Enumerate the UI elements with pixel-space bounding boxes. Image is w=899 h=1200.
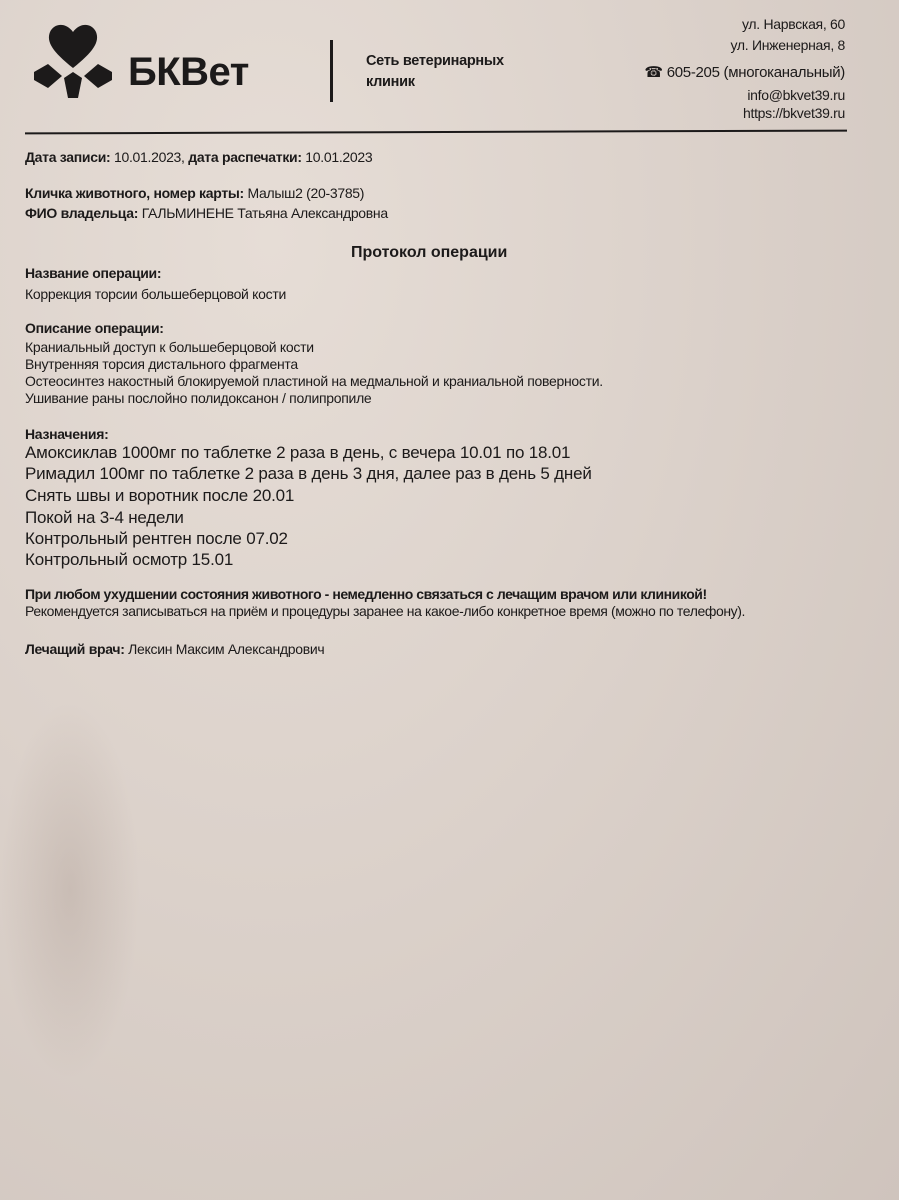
record-dates xyxy=(25,149,372,165)
paper-stain xyxy=(0,700,140,1080)
phone-icon: ☎ xyxy=(644,64,663,81)
print-date-label: дата распечатки: xyxy=(188,149,302,165)
address-1: ул. Нарвская, 60 xyxy=(742,16,845,32)
address-2: ул. Инженерная, 8 xyxy=(730,37,845,53)
phone-note: (многоканальный) xyxy=(723,64,845,81)
owner-value: ГАЛЬМИНЕНЕ Татьяна Александровна xyxy=(141,205,388,221)
doctor-label: Лечащий врач: xyxy=(25,641,125,657)
date-label: Дата записи: xyxy=(25,149,111,165)
description-line: Внутренняя торсия дистального фрагмента xyxy=(25,356,298,372)
phone-number: 605-205 xyxy=(666,64,720,81)
recommendation-text: Рекомендуется записываться на приём и процедуры заранее на какое-либо конкретное время (можно по телефону). xyxy=(25,603,746,619)
header-divider xyxy=(330,40,333,102)
owner-info xyxy=(25,205,388,221)
header-rule xyxy=(25,130,847,135)
owner-label: ФИО владельца: xyxy=(25,205,139,221)
phone-line xyxy=(644,63,845,81)
clinic-logo-icon xyxy=(28,20,118,102)
prescription-line: Амоксиклав 1000мг по таблетке 2 раза в день, с вечера 10.01 по 18.01 xyxy=(25,443,571,462)
description-line: Ушивание раны послойно полидоксанон / полипропиле xyxy=(25,390,372,406)
tagline-line2: клиник xyxy=(366,74,415,90)
prescription-line: Римадил 100мг по таблетке 2 раза в день 3 дня, далее раз в день 5 дней xyxy=(25,464,592,483)
pet-label: Кличка животного, номер карты: xyxy=(25,185,244,201)
doctor-name: Лексин Максим Александрович xyxy=(128,641,325,657)
tagline-line1: Сеть ветеринарных xyxy=(366,53,504,69)
website-link[interactable]: https://bkvet39.ru xyxy=(743,105,845,121)
description-line: Остеосинтез накостный блокируемой пластиной на медмальной и краниальной поверности. xyxy=(25,373,603,389)
email-link[interactable]: info@bkvet39.ru xyxy=(747,87,845,103)
prescription-line: Покой на 3-4 недели xyxy=(25,508,184,527)
warning-text: При любом ухудшении состояния животного - немедленно связаться с лечащим врачом или клиникой! xyxy=(25,586,707,602)
prescription-line: Снять швы и воротник после 20.01 xyxy=(25,486,295,505)
pet-value: Малыш2 (20-3785) xyxy=(247,185,365,201)
prescriptions-label: Назначения: xyxy=(25,426,109,442)
date-value: 10.01.2023, xyxy=(113,149,185,165)
operation-description-label: Описание операции: xyxy=(25,320,164,336)
doctor-info xyxy=(25,641,324,657)
print-date-value: 10.01.2023 xyxy=(305,149,373,165)
prescription-line: Контрольный рентген после 07.02 xyxy=(25,529,288,548)
operation-name-value: Коррекция торсии большеберцовой кости xyxy=(25,286,286,302)
document-title: Протокол операции xyxy=(351,244,508,261)
operation-name-label: Название операции: xyxy=(25,265,162,281)
pet-info xyxy=(25,185,364,201)
description-line: Краниальный доступ к большеберцовой кости xyxy=(25,339,314,355)
brand-name: БКВет xyxy=(128,50,249,94)
prescription-line: Контрольный осмотр 15.01 xyxy=(25,550,234,569)
